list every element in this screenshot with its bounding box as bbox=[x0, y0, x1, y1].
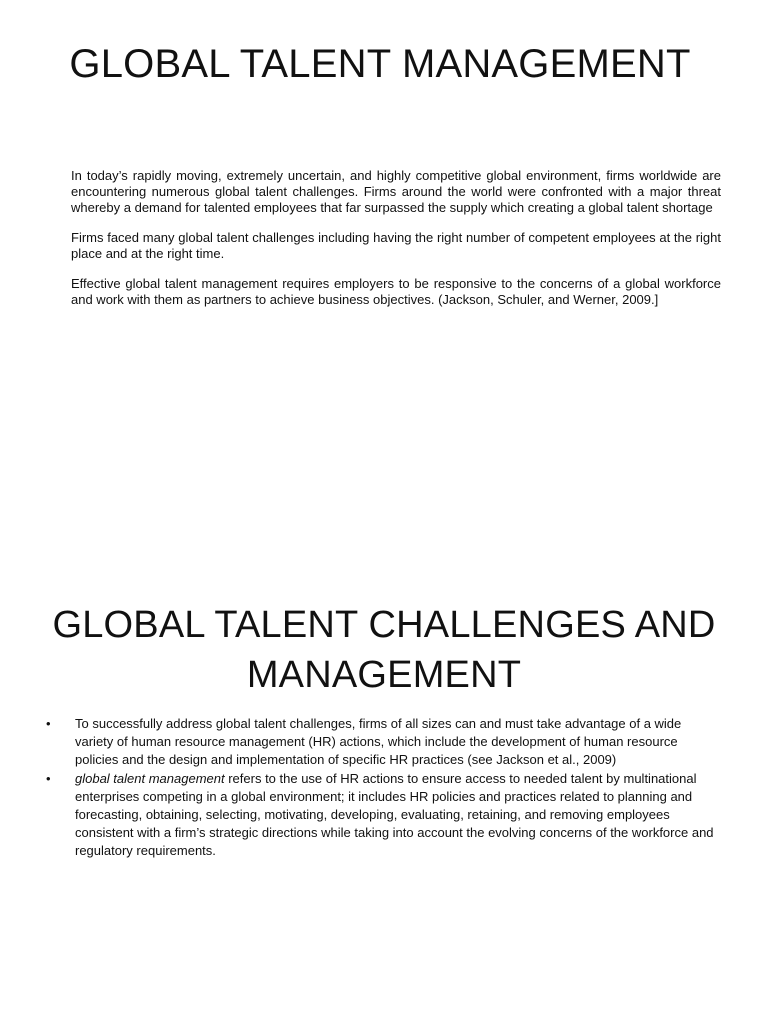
slide-global-talent-challenges bbox=[0, 512, 768, 1024]
paragraph-talent-challenges: In today’s rapidly moving, extremely uncertain, and highly competitive global environment, firms worldwide are encountering numerous global talent challenges. Firms around the world were confronted with a major threat whereby a demand for talented employees that far surpassed the supply which creating a global talent shortage bbox=[71, 168, 721, 215]
bullet-text: refers to the use of HR actions to ensure access to needed talent by multinational enterprises competing in a global environment; it includes HR policies and practices related to planning and forecasting, obtaining, selecting, motivating, developing, evaluating, retaining, and removing employees consistent with a firm’s strategic directions while taking into account the evolving concerns of the workforce and regulatory requirements. bbox=[75, 771, 714, 858]
list-item bbox=[46, 715, 716, 769]
paragraph-right-employees: Firms faced many global talent challenges including having the right number of competent employees at the right place and at the right time. bbox=[71, 230, 721, 261]
slide-title: GLOBAL TALENT MANAGEMENT bbox=[69, 42, 691, 86]
bullet-icon: • bbox=[46, 716, 51, 731]
bullet-icon: • bbox=[46, 771, 51, 786]
bullet-list bbox=[46, 715, 716, 861]
bullet-emphasis: global talent management bbox=[75, 771, 225, 786]
slide-title bbox=[0, 600, 768, 700]
title-line-2: MANAGEMENT bbox=[246, 654, 522, 696]
paragraph-effective-management: Effective global talent management requires employers to be responsive to the concerns of a global workforce and work with them as partners to achieve business objectives. (Jackson, Schuler, and Werner, 2009.] bbox=[71, 276, 721, 307]
title-line-1: GLOBAL TALENT CHALLENGES AND bbox=[52, 604, 716, 646]
bullet-text: To successfully address global talent challenges, firms of all sizes can and must take advantage of a wide variety of human resource management (HR) actions, which include the development of human resource policies and the design and implementation of specific HR practices (see Jackson et al., 2009) bbox=[75, 716, 682, 767]
slide-body bbox=[71, 168, 721, 322]
list-item bbox=[46, 770, 716, 860]
